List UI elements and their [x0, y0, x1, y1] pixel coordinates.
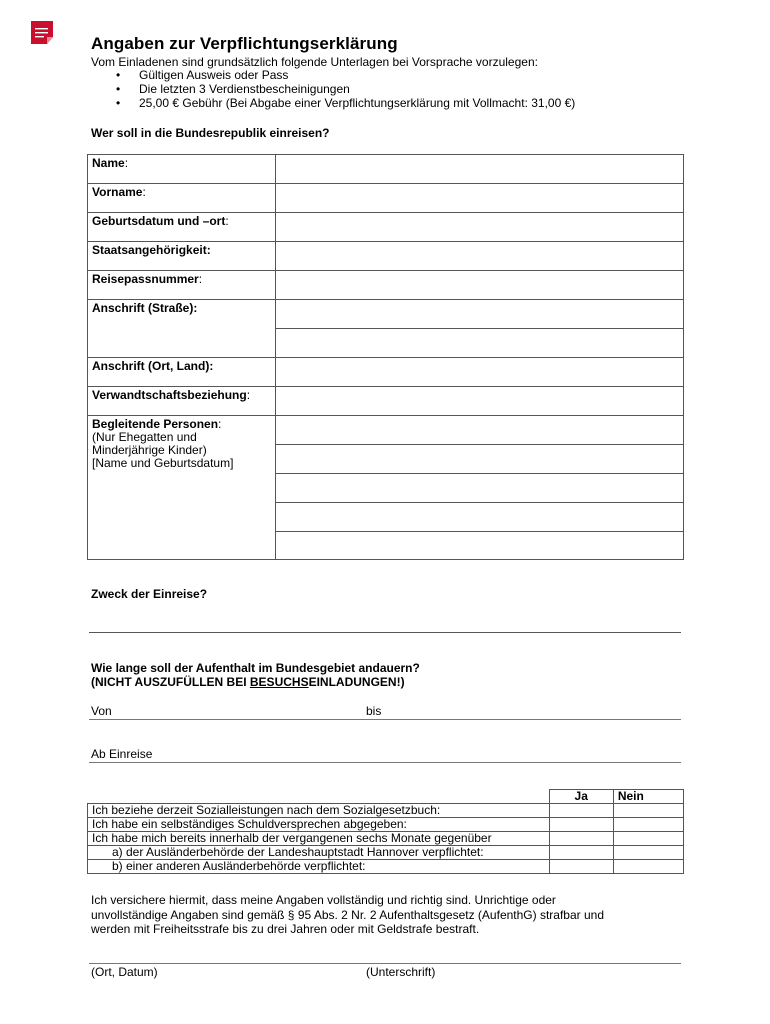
- social-table: [87, 789, 684, 874]
- intro-text: Vom Einladenen sind grundsätzlich folgende Unterlagen bei Vorsprache vorzulegen:: [91, 55, 538, 69]
- sign-place-label: (Ort, Datum): [91, 965, 158, 979]
- nein-header: Nein: [613, 790, 683, 804]
- field-label-pass: Reisepassnummer: [92, 272, 199, 286]
- field-label-staat: Staatsangehörigkeit:: [92, 243, 211, 257]
- input-begleit-3[interactable]: [276, 474, 684, 503]
- input-name[interactable]: [276, 155, 684, 184]
- list-item: • 25,00 € Gebühr (Bei Abgabe einer Verpflichtungserklärung mit Vollmacht: 31,00 €): [116, 96, 576, 110]
- field-label-vorname: Vorname: [92, 185, 143, 199]
- ab-einreise-line[interactable]: [89, 762, 681, 763]
- checkbox-nein-3[interactable]: [613, 846, 683, 860]
- bullet-icon: •: [116, 96, 121, 110]
- checkbox-ja-2[interactable]: [549, 818, 613, 832]
- table-row: Begleitende Personen: (Nur Ehegatten und Minderjährige Kinder) [Name und Geburtsdatum]: [88, 416, 684, 445]
- duration-input-line[interactable]: [89, 719, 681, 720]
- checkbox-nein-1[interactable]: [613, 804, 683, 818]
- field-label-geburt: Geburtsdatum und –ort: [92, 214, 226, 228]
- field-label-ort: Anschrift (Ort, Land):: [92, 359, 214, 373]
- table-row: Name:: [88, 155, 684, 184]
- table-row: Verwandtschaftsbeziehung:: [88, 387, 684, 416]
- signature-line[interactable]: [89, 963, 681, 964]
- social-question: a) der Ausländerbehörde der Landeshauptstadt Hannover verpflichtet:: [88, 846, 550, 860]
- table-row: [88, 804, 684, 818]
- declaration-text: Ich versichere hiermit, dass meine Angaben vollständig und richtig sind. Unrichtige oder unvollständige Angaben sind gemäß § 95 Abs. 2 Nr. 2 Aufenthaltsgesetz (AufenthG) strafbar und werden mit Freiheitsstrafe bis zu drei Jahren oder mit Geldstrafe bestraft.: [91, 893, 604, 936]
- table-row: [88, 300, 684, 329]
- table-row: Reisepassnummer:: [88, 271, 684, 300]
- table-row: [88, 846, 684, 860]
- checkbox-ja-3[interactable]: [549, 846, 613, 860]
- page-title: Angaben zur Verpflichtungserklärung: [91, 34, 398, 53]
- input-pass[interactable]: [276, 271, 684, 300]
- input-strasse-2[interactable]: [276, 329, 684, 358]
- checkbox-ja-4[interactable]: [549, 860, 613, 874]
- question-entry: Wer soll in die Bundesrepublik einreisen?: [91, 126, 330, 140]
- ab-einreise-label: Ab Einreise: [91, 747, 153, 761]
- document-icon: [30, 20, 54, 45]
- social-question: Ich beziehe derzeit Sozialleistungen nach dem Sozialgesetzbuch:: [88, 804, 550, 818]
- begleit-note: (Nur Ehegatten und: [92, 430, 197, 444]
- social-question: Ich habe ein selbständiges Schuldversprechen abgegeben:: [88, 818, 550, 832]
- checkbox-nein-2[interactable]: [613, 818, 683, 832]
- input-begleit-4[interactable]: [276, 503, 684, 532]
- requirements-list: [91, 68, 575, 110]
- input-begleit-5[interactable]: [276, 532, 684, 560]
- bullet-icon: •: [116, 68, 121, 82]
- table-row: [88, 832, 684, 846]
- question-purpose: Zweck der Einreise?: [91, 587, 208, 601]
- table-row: [88, 860, 684, 874]
- input-geburt[interactable]: [276, 213, 684, 242]
- table-row: [88, 790, 684, 804]
- table-row: [88, 329, 684, 358]
- table-row: Vorname:: [88, 184, 684, 213]
- field-label-begleit: Begleitende Personen: [92, 417, 219, 431]
- checkbox-ja-1[interactable]: [549, 804, 613, 818]
- duration-note: (NICHT AUSZUFÜLLEN BEI BESUCHSEINLADUNGEN!): [91, 675, 405, 689]
- field-label-name: Name: [92, 156, 125, 170]
- person-table: [87, 154, 684, 560]
- table-row: [88, 358, 684, 387]
- bullet-icon: •: [116, 82, 121, 96]
- sign-signature-label: (Unterschrift): [366, 965, 436, 979]
- question-duration: Wie lange soll der Aufenthalt im Bundesgebiet andauern?: [91, 661, 420, 675]
- table-row: [88, 242, 684, 271]
- input-begleit-1[interactable]: [276, 416, 684, 445]
- list-item: • Gültigen Ausweis oder Pass: [116, 68, 289, 82]
- checkbox-nein-4[interactable]: [613, 860, 683, 874]
- list-item: • Die letzten 3 Verdienstbescheinigungen: [116, 82, 350, 96]
- field-label-strasse: Anschrift (Straße):: [92, 301, 198, 315]
- input-ort[interactable]: [276, 358, 684, 387]
- bis-label: bis: [366, 704, 382, 718]
- von-label: Von: [91, 704, 112, 718]
- input-vorname[interactable]: [276, 184, 684, 213]
- social-question: Ich habe mich bereits innerhalb der vergangenen sechs Monate gegenüber: [88, 832, 550, 846]
- input-staat[interactable]: [276, 242, 684, 271]
- input-begleit-2[interactable]: [276, 445, 684, 474]
- input-verwandt[interactable]: [276, 387, 684, 416]
- field-label-verwandt: Verwandtschaftsbeziehung: [92, 388, 247, 402]
- table-row: [88, 818, 684, 832]
- input-strasse-1[interactable]: [276, 300, 684, 329]
- purpose-input-line[interactable]: [89, 632, 681, 633]
- table-row: Geburtsdatum und –ort:: [88, 213, 684, 242]
- social-question: b) einer anderen Ausländerbehörde verpflichtet:: [88, 860, 550, 874]
- ja-header: Ja: [549, 790, 613, 804]
